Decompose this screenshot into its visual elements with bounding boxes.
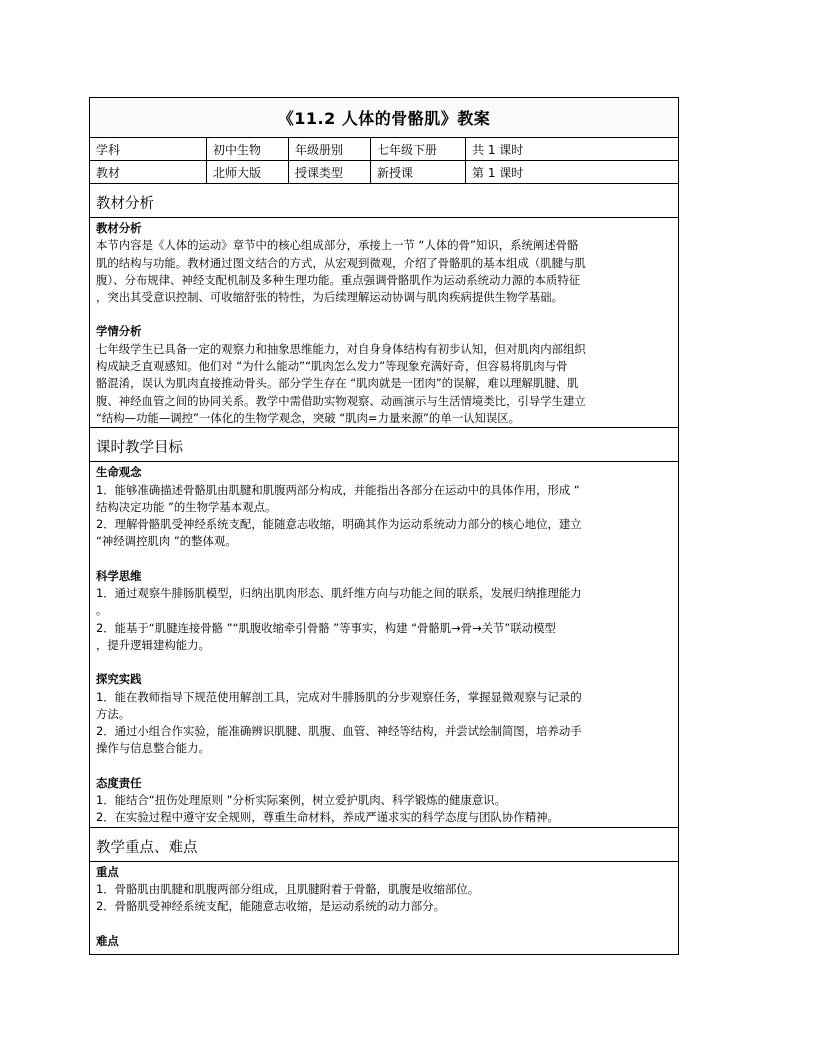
grade-value: 七年级下册 bbox=[371, 138, 466, 160]
text-line: ，突出其受意识控制、可收缩舒张的特性，为后续理解运动协调与肌肉疾病提供生物学基础。 bbox=[96, 290, 564, 305]
total-hours: 共 1 课时 bbox=[472, 142, 524, 157]
grade-label: 年级册别 bbox=[289, 138, 371, 160]
type-label: 授课类型 bbox=[289, 161, 371, 183]
text-line: 。 bbox=[96, 603, 108, 618]
text-line: 操作与信息整合能力。 bbox=[96, 741, 210, 756]
info-row-2 bbox=[90, 161, 678, 184]
keypoints-section bbox=[90, 862, 678, 950]
textbook-label: 教材 bbox=[90, 161, 207, 183]
document-title: 《11.2 人体的骨骼肌》教案 bbox=[90, 98, 678, 138]
text-line: “结构—功能—调控”一体化的生物学观念，突破 “肌肉=力量来源”的单一认知误区。 bbox=[96, 410, 521, 425]
text-line: 2．理解骨骼肌受神经系统支配，能随意志收缩，明确其作为运动系统动力部分的核心地位，建立 bbox=[96, 517, 582, 532]
keypoints-heading: 教学重点、难点 bbox=[90, 828, 678, 862]
text-line: 1．通过观察牛腓肠肌模型，归纳出肌肉形态、肌纤维方向与功能之间的联系，发展归纳推理能力 bbox=[96, 586, 582, 601]
subject-label: 学科 bbox=[90, 138, 207, 160]
text-line: 方法。 bbox=[96, 706, 131, 721]
attitude-responsibility-subheading: 态度责任 bbox=[96, 775, 142, 790]
text-line: 结构决定功能 ”的生物学基本观点。 bbox=[96, 499, 277, 514]
text-line: 腹）、分布规律、神经支配机制及多种生理功能。重点强调骨骼肌作为运动系统动力源的本质特征 bbox=[96, 272, 581, 287]
text-line: 1．能够准确描述骨骼肌由肌腱和肌腹两部分构成，并能指出各部分在运动中的具体作用，形成 “ bbox=[96, 482, 580, 497]
subject-value: 初中生物 bbox=[207, 138, 289, 160]
type-value: 新授课 bbox=[371, 161, 466, 183]
text-line: “神经调控肌肉 ”的整体观。 bbox=[96, 534, 237, 549]
textbook-analysis-subheading: 教材分析 bbox=[96, 221, 142, 235]
textbook-value: 北师大版 bbox=[207, 161, 289, 183]
current-hour: 第 1 课时 bbox=[472, 165, 524, 180]
analysis-heading: 教材分析 bbox=[90, 184, 678, 218]
text-line: 构成缺乏直观感知。他们对 “为什么能动”“肌肉怎么发力”等现象充满好奇，但容易将肌肉与骨 bbox=[96, 359, 568, 374]
text-line: 七年级学生已具备一定的观察力和抽象思维能力，对自身身体结构有初步认知，但对肌肉内部组织 bbox=[96, 341, 586, 356]
objectives-section bbox=[90, 462, 678, 827]
difficult-points-subheading: 难点 bbox=[96, 933, 119, 948]
text-line: 腹、神经血管之间的协同关系。教学中需借助实物观察、动画演示与生活情境类比，引导学生建立 bbox=[96, 393, 586, 408]
inquiry-practice-subheading: 探究实践 bbox=[96, 672, 142, 687]
text-line: 2．在实验过程中遵守安全规则，尊重生命材料，养成严谨求实的科学态度与团队协作精神。 bbox=[96, 810, 559, 825]
lesson-plan-table bbox=[89, 97, 679, 955]
text-line: 1．骨骼肌由肌腱和肌腹两部分组成，且肌腱附着于骨骼，肌腹是收缩部位。 bbox=[96, 881, 480, 896]
life-concept-subheading: 生命观念 bbox=[96, 465, 142, 480]
text-line: 骼混淆，误认为肌肉直接推动骨头。部分学生存在 “肌肉就是一团肉”的误解，难以理解肌腱、肌 bbox=[96, 376, 579, 391]
text-line: 2．通过小组合作实验，能准确辨识肌腱、肌腹、血管、神经等结构，并尝试绘制简图，培养动手 bbox=[96, 724, 582, 739]
text-line: 本节内容是《人体的运动》章节中的核心组成部分，承接上一节 “人体的骨”知识，系统阐述骨骼 bbox=[96, 238, 579, 253]
student-analysis-text bbox=[96, 341, 672, 427]
scientific-thinking-subheading: 科学思维 bbox=[96, 568, 142, 583]
student-analysis-subheading: 学情分析 bbox=[96, 324, 142, 339]
text-line: 2．骨骼肌受神经系统支配，能随意志收缩，是运动系统的动力部分。 bbox=[96, 899, 445, 914]
textbook-analysis-text bbox=[96, 237, 672, 306]
text-line: ，提升逻辑建构能力。 bbox=[96, 637, 210, 652]
analysis-section bbox=[90, 218, 678, 428]
info-row-1 bbox=[90, 138, 678, 161]
text-line: 1．能在教师指导下规范使用解剖工具，完成对牛腓肠肌的分步观察任务，掌握显微观察与记录的 bbox=[96, 689, 582, 704]
text-line: 2．能基于“肌腱连接骨骼 ”“肌腹收缩牵引骨骼 ”等事实，构建 “骨骼肌→骨→关节”联动模型 bbox=[96, 620, 556, 635]
text-line: 肌的结构与功能。教材通过图文结合的方式，从宏观到微观，介绍了骨骼肌的基本组成（肌腱与肌 bbox=[96, 255, 586, 270]
text-line: 1．能结合“扭伤处理原则 ”分析实际案例，树立爱护肌肉、科学锻炼的健康意识。 bbox=[96, 793, 506, 808]
objectives-heading: 课时教学目标 bbox=[90, 428, 678, 462]
key-points-subheading: 重点 bbox=[96, 864, 119, 879]
